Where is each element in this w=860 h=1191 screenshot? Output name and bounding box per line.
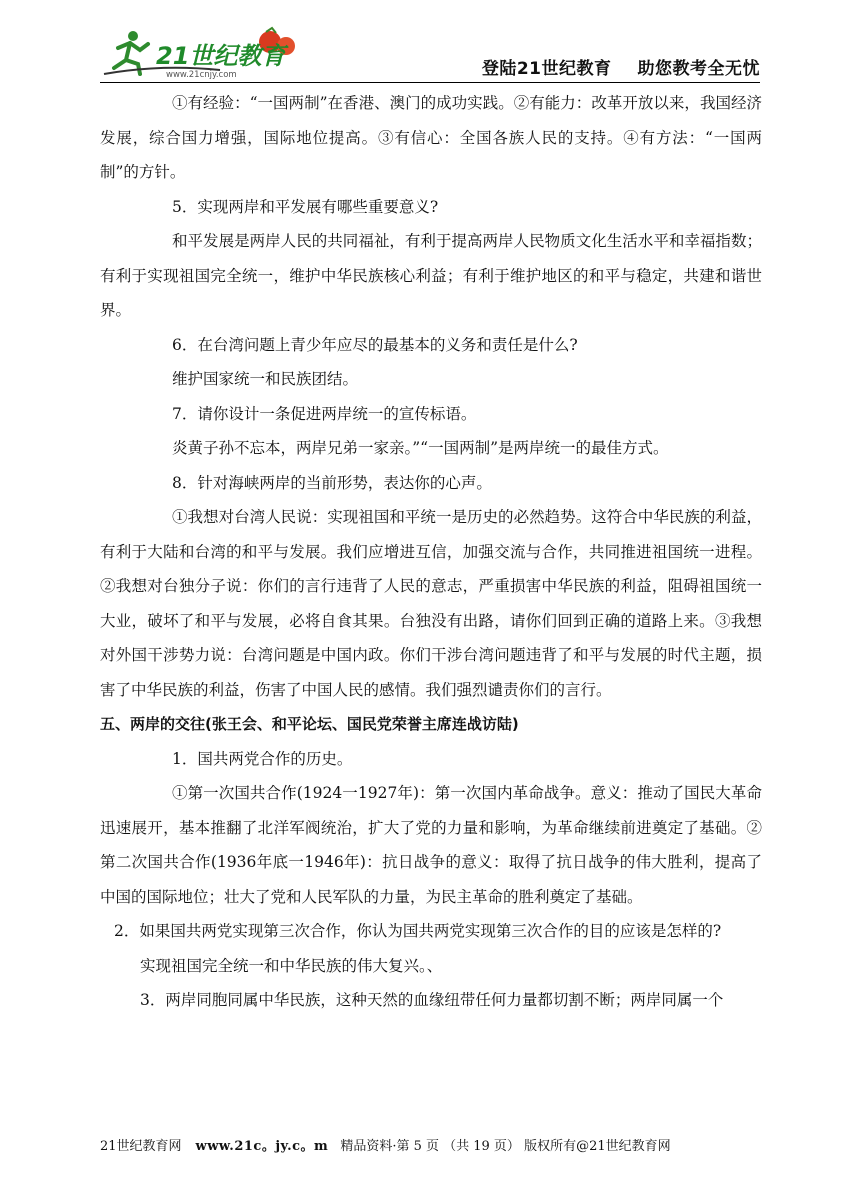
21cnjy-logo	[100, 24, 310, 82]
answer: ①第一次国共合作(1924一1927年)：第一次国内革命战争。意义：推动了国民大革命迅速展开，基本推翻了北洋军阀统治，扩大了党的力量和影响，为革命继续前进奠定了基础。②第二次国共合作(1936年底一1946年)：抗日战争的意义：取得了抗日战争的伟大胜利，提高了中国的国际地位；壮大了党和人民军队的力量，为民主革命的胜利奠定了基础。	[100, 784, 762, 906]
header-divider	[100, 82, 760, 83]
svg-text:21世纪教育: 21世纪教育	[156, 42, 286, 70]
answer: ①我想对台湾人民说：实现祖国和平统一是历史的必然趋势。这符合中华民族的利益，有利于大陆和台湾的和平与发展。我们应增进互信，加强交流与合作，共同推进祖国统一进程。②我想对台独分子说：你们的言行违背了人民的意志，严重损害中华民族的利益，阻碍祖国统一大业，破坏了和平与发展，必将自食其果。台独没有出路，请你们回到正确的道路上来。③我想对外国干涉势力说：台湾问题是中国内政。你们干涉台湾问题违背了和平与发展的时代主题，损害了中华民族的利益，伤害了中国人民的感情。我们强烈谴责你们的言行。	[100, 508, 762, 699]
question: 6．在台湾问题上青少年应尽的最基本的义务和责任是什么?	[172, 335, 578, 354]
answer: 实现祖国完全统一和中华民族的伟大复兴。、	[140, 956, 443, 975]
footer-url: www.21c。jy.c。m	[195, 1139, 329, 1154]
slogan-right: 助您教考全无忧	[637, 59, 760, 79]
question: 1．国共两党合作的历史。	[172, 749, 353, 768]
document-body	[100, 86, 762, 1018]
paragraph: 3．两岸同胞同属中华民族，这种天然的血缘纽带任何力量都切割不断；两岸同属一个	[140, 991, 724, 1009]
section-heading: 五、两岸的交往(张王会、和平论坛、国民党荣誉主席连战访陆)	[100, 715, 519, 733]
paragraph: ①有经验：“一国两制”在香港、澳门的成功实践。②有能力：改革开放以来，我国经济发展，综合国力增强，国际地位提高。③有信心：全国各族人民的支持。④有方法：“一国两制”的方针。	[100, 94, 762, 181]
answer: 炎黄子孙不忘本，两岸兄弟一家亲。”“一国两制”是两岸统一的最佳方式。	[172, 439, 669, 457]
question: 8．针对海峡两岸的当前形势，表达你的心声。	[172, 473, 492, 492]
footer-copyright: 版权所有@21世纪教育网	[524, 1139, 671, 1154]
question: 7．请你设计一条促进两岸统一的宣传标语。	[172, 404, 477, 423]
answer: 维护国家统一和民族团结。	[172, 370, 359, 388]
page-footer	[100, 1135, 760, 1154]
slogan-left: 登陆21世纪教育	[481, 59, 612, 79]
question: 5．实现两岸和平发展有哪些重要意义?	[172, 197, 439, 216]
question: 2．如果国共两党实现第三次合作，你认为国共两党实现第三次合作的目的应该是怎样的?	[114, 922, 722, 940]
svg-text:www.21cnjy.com: www.21cnjy.com	[166, 70, 237, 80]
page-header	[100, 24, 760, 82]
answer: 和平发展是两岸人民的共同福祉，有利于提高两岸人民物质文化生活水平和幸福指数；有利于实现祖国完全统一，维护中华民族核心利益；有利于维护地区的和平与稳定，共建和谐世界。	[100, 232, 762, 319]
footer-site: 21世纪教育网	[100, 1139, 182, 1154]
footer-page-info: 精品资料·第 5 页 （共 19 页）	[340, 1139, 520, 1154]
header-slogan	[482, 54, 760, 79]
